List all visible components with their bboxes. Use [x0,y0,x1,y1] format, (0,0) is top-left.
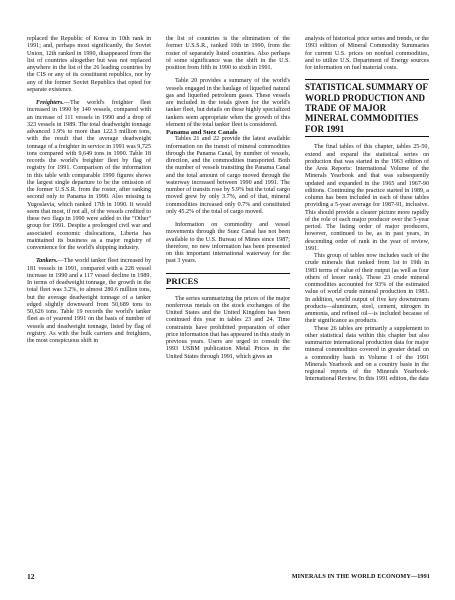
section-heading-statistical-summary: STATISTICAL SUMMARY OF WORLD PRODUCTION AND TRADE OF MAJOR MINERAL COMMODITIES FOR 1991 [305,79,429,137]
column-middle [166,36,290,361]
paragraph: Information on commodity and vessel movements through the Suez Canal has not been available to the U.S. Bureau of Mines since 1987; therefore, no new information has been presented on this important international waterway for the past 3 years. [166,222,290,265]
paragraph: These 26 tables are primarily a supplement to other statistical data within this chapter but also summarize international production data for major mineral commodities covered in greater detail on a commodity basis in Volume I of the 1991 Minerals Yearbook and on a country basis in the regional reports of the Minerals Yearbook-International Review. In this 1991 edition, the data [305,325,429,383]
column-right [305,36,429,384]
section-heading-prices: PRICES [166,273,290,289]
page-number: 12 [27,572,35,581]
running-footer-title: MINERALS IN THE WORLD ECONOMY—1991 [291,573,430,580]
paragraph: Tables 21 and 22 provide the latest available information on the transit of mineral commodities through the Panama Canal, by number of vessels, direction, and the commodities transported. Both the number of vessels transiting the Panama Canal and the total amount of cargo moved through the waterway increased between 1990 and 1991. The number of transits rose by 5.9% but the total cargo moved grew by only 3.7%, and of that, mineral commodities increased only 0.7% and constituted only 45.2% of the total of cargo moved. [166,136,290,215]
paragraph: This group of tables now includes each of the crude minerals that ranked from 1st to 19th in 1983 terms of value of their output (as well as four others of lesser rank). These 23 crude mineral commodities accounted for 93% of the estimated value of world crude mineral production in 1983. In addition, world output of five key downstream products—aluminum, steel, cement, nitrogen in ammonia, and refined oil—is included because of their significance as products. [305,253,429,325]
paragraph: analysis of historical price series and trends, or the 1993 edition of Mineral Commodity Summaries for current U.S. prices on nonfuel commodities, and to utilize U.S. Department of Energy sources for information on fuel material costs. [305,36,429,71]
paragraph: The final tables of this chapter, tables 25-50, extend and expand the statistical series on production that was started in the 1963 edition of the Area Reports: International Volume of the Minerals Yearbook and that was subsequently updated and expanded in the 1965 and 1967-90 editions. Continuing the practice started in 1989, a column has been included in each of these tables providing a 5-year average for 1987-91, inclusive. This should provide a clearer picture more rapidly of the role of each major producer over the 5-year period. The listing order of major producers, however, continued to be, as in past years, in descending order of rank in the year of review, 1991. [305,144,429,252]
tankers-heading: Tankers. [36,258,58,265]
paragraph: Table 20 provides a summary of the world's vessels engaged in the haulage of liquefied natural gas and liquefied petroleum gases. These vessels are included in the totals given for the world's tanker fleet, but details on these highly specialized tankers seem appropriate when the growth of this element of the total tanker fleet is considered. [166,78,290,128]
paragraph-tankers [27,258,151,345]
paragraph: replaced the Republic of Korea in 10th rank in 1991; and, perhaps most significantly, the Soviet Union, 12th ranked in 1990, disappeared from the list of countries altogether but was not replaced anywhere in the list of the 26 leading countries by the CIS or any of its constituent republics, nor by any of the former Soviet Republics that opted for separate existence. [27,36,151,93]
paragraph: The series summarizing the prices of the major nonferrous metals on the stock exchanges of the United States and the United Kingdom has been continued this year in tables 23 and 24. Time constraints have prohibited preparation of other price information that has appeared in this study in previous years. Users are urged to consult the 1993 USBM publication Metal Prices in the United States through 1991, which gives an [166,295,290,360]
tankers-text: —The world tanker fleet increased by 181 vessels in 1991, compared with a 228 vessel increase in 1990 and a 117 vessel decline in 1989. In terms of deadweight tonnage, the growth in the total fleet was 3.2%, to almost 280.6 million tons, but the average deadweight tonnage of a tanker edged slightly downward from 50,689 tons to 50,626 tons. Table 19 records the world's tanker fleet as of yearend 1991 on the basis of number of vessels and deadweight tonnage, listed by flag of registry. As with the bulk carriers and freighters, the most conspicuous shift in [27,258,151,344]
subheading-canals: Panama and Suez Canals [166,129,238,136]
paragraph: the list of countries is the elimination of the former U.S.S.R., ranked 10th in 1990, from the roster of separately listed countries. Also perhaps of some significance was the shift in the U.S. position from fifth in 1990 to sixth in 1991. [166,36,290,71]
freighters-text: —The world's freighter fleet increased in 1990 by 140 vessels, compared with an increase of 111 vessels in 1990 and a drop of 323 vessels in 1989. The total deadweight tonnage advanced 1.9% to more than 122.3 million tons, with the result that the average deadweight tonnage of a freighter in service in 1991 was 9,725 tons compared with 9,649 tons in 1990. Table 18 records the world's freighter fleet by flag of registry for 1991. Comparison of the information in this table with comparable 1990 figures shows the largest single departure to be the omission of the former U.S.S.R. from the roster, after ranking second only to Panama in 1990. Also missing is Yugoslavia, which ranked 17th in 1990. It would seem that most, if not all, of the vessels credited to these two flags in 1990 were added to the "Other" group for 1991. Despite a prolonged civil war and associated economic dislocations, Liberia has maintained its business as a major registry of convenience for the world's shipping industry. [27,100,151,251]
column-left [27,36,151,345]
paragraph-freighters [27,100,151,252]
freighters-heading: Freighters. [36,100,64,106]
